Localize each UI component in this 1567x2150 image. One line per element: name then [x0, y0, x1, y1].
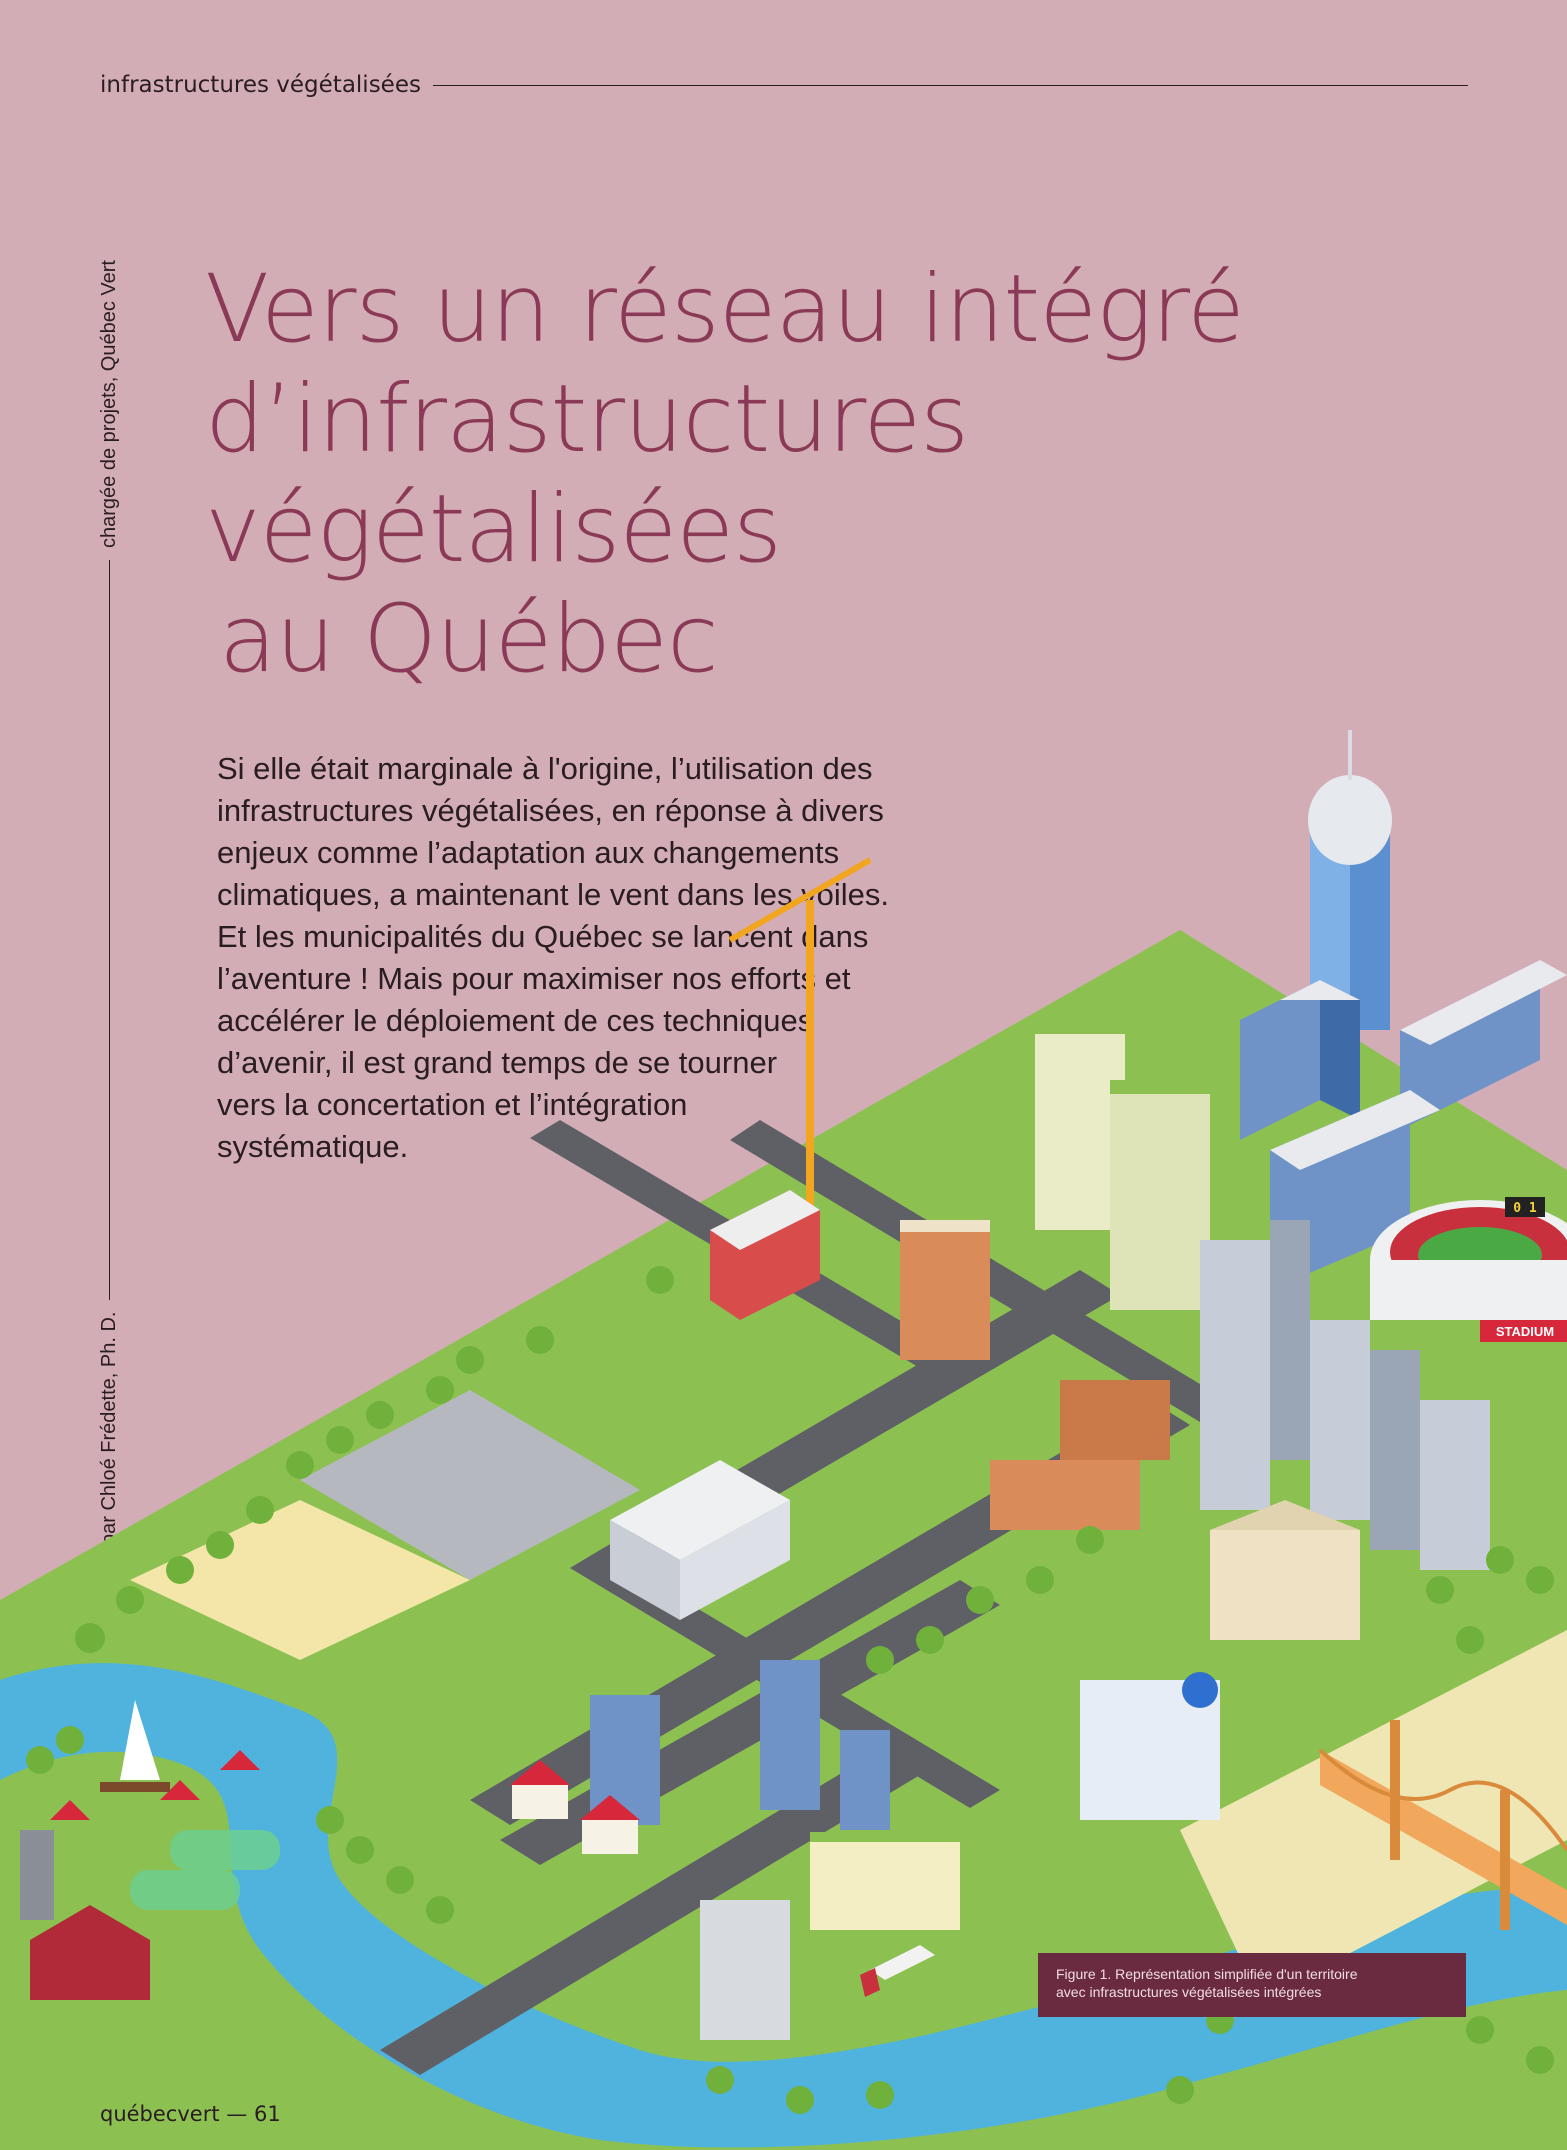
- magazine-name: québecvert: [100, 2102, 220, 2126]
- article-title: [205, 255, 1455, 695]
- lede-line: systématique.: [217, 1129, 409, 1164]
- lede-line: Et les municipalités du Québec se lancent dans: [217, 919, 869, 954]
- lede-line: enjeux comme l’adaptation aux changements: [217, 835, 840, 870]
- author-name: par Chloé Frédette, Ph. D.: [98, 1311, 120, 1545]
- section-header: [100, 70, 1468, 100]
- title-line: d’infrastructures: [205, 365, 969, 474]
- title-line: au Québec: [219, 585, 718, 694]
- section-label: infrastructures végétalisées: [100, 72, 421, 98]
- title-line: végétalisées: [205, 475, 782, 584]
- page-footer: [100, 2102, 281, 2126]
- lede-line: d’avenir, il est grand temps de se tourner: [217, 1045, 778, 1080]
- lede-line: Si elle était marginale à l'origine, l’utilisation des: [217, 751, 873, 786]
- lede-line: vers la concertation et l’intégration: [217, 1087, 688, 1122]
- figure-caption: [1038, 1953, 1466, 2017]
- isometric-city-illustration: [0, 700, 1567, 2150]
- hospital: [1080, 1672, 1220, 1820]
- lede-line: l’aventure ! Mais pour maximiser nos efforts et: [217, 961, 851, 996]
- footer-dash: —: [226, 2102, 248, 2126]
- lede-line: infrastructures végétalisées, en réponse à divers: [217, 793, 884, 828]
- author-role: chargée de projets, Québec Vert: [98, 260, 120, 548]
- page-number: 61: [253, 2102, 281, 2126]
- title-line: Vers un réseau intégré: [205, 255, 1244, 364]
- brick-building: [900, 1220, 990, 1360]
- scoreboard: 0 1: [1513, 1201, 1537, 1216]
- lede-line: accélérer le déploiement de ces techniques: [217, 1003, 814, 1038]
- stadium-label: STADIUM: [1495, 1324, 1555, 1339]
- lede-line: climatiques, a maintenant le vent dans les voiles.: [217, 877, 890, 912]
- caption-line: avec infrastructures végétalisées intégrées: [1056, 1984, 1322, 2000]
- header-rule: [433, 85, 1468, 86]
- city-hall: [1210, 1500, 1360, 1640]
- caption-line: Figure 1. Représentation simplifiée d'un territoire: [1056, 1966, 1358, 1982]
